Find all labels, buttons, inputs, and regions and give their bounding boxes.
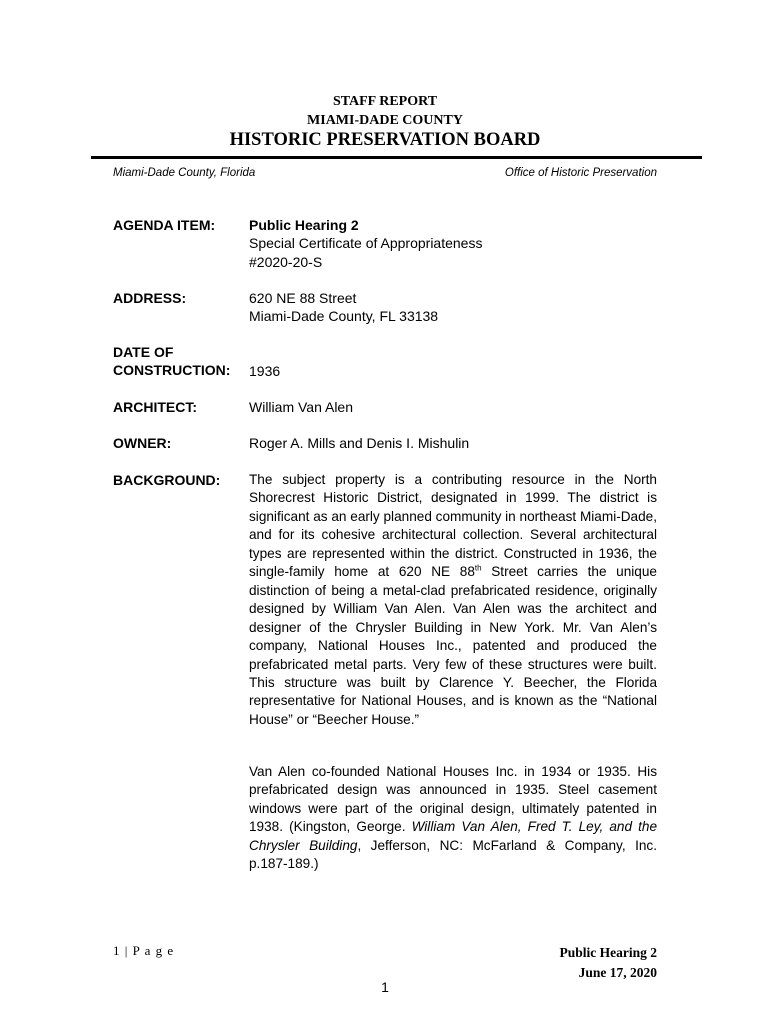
address-value: [249, 289, 659, 326]
page-number: 1: [381, 979, 389, 995]
architect-label: ARCHITECT:: [113, 399, 197, 415]
background-p2-text-continued: , Jefferson, NC: McFarland & Company, Inc. p.187-189.): [249, 837, 657, 872]
county-heading: MIAMI-DADE COUNTY: [307, 113, 463, 128]
address-street: 620 NE 88 Street: [249, 290, 357, 306]
date-label-line2: CONSTRUCTION:: [113, 362, 231, 378]
report-type-heading: STAFF REPORT: [332, 94, 438, 109]
background-p1-text-continued: Street carries the unique distinction of being a metal-clad prefabricated residence, originally designed by William Van Alen. Van Alen was the architect and designer of the Chrysler Building in New York. Mr. Van Alen’s company, National Houses Inc., patented and produced the prefabricated metal parts. Very few of these structures were built. This structure was built by Clarence Y. Beecher, the Florida representative for National Houses, and is known as the “National House” or “Beecher House.”: [249, 564, 657, 727]
owner-label: OWNER:: [113, 435, 172, 451]
agenda-item-title: Public Hearing 2: [249, 217, 359, 233]
architect-value: William Van Alen: [249, 399, 354, 415]
page-label: 1 | P a g e: [113, 943, 175, 958]
agenda-item-label: AGENDA ITEM:: [113, 217, 216, 233]
date-of-construction-label: [113, 343, 230, 379]
background-label: BACKGROUND:: [113, 472, 221, 488]
header-divider: [91, 156, 702, 159]
background-p2-text: Van Alen co-founded National Houses Inc. in 1934 or 1935. His prefabricated design was announced in 1935. Steel casement windows were part of the original design, ultimately patented in 1938. (Kingston, George.: [249, 764, 657, 835]
citation-title: William Van Alen, Fred T. Ley, and the Chrysler Building: [249, 819, 657, 853]
owner-value: Roger A. Mills and Denis I. Mishulin: [249, 435, 470, 451]
agenda-item-type: Special Certificate of Appropriateness: [249, 235, 483, 252]
ordinal-suffix: th: [474, 563, 482, 573]
address-city: Miami-Dade County, FL 33138: [249, 308, 439, 325]
background-paragraph-2: [249, 763, 657, 874]
background-p1-text: The subject property is a contributing resource in the North Shorecrest Historic District, designated in 1999. The district is significant as an early planned community in northeast Miami-Dade, and for its cohesive architectural collection. Several architectural types are represented within the district. Constructed in 1936, the single-family home at 620 NE 88: [249, 472, 658, 580]
agenda-item-value: [249, 216, 659, 271]
footer-hearing-info: [560, 943, 658, 983]
date-of-construction-value: 1936: [249, 363, 281, 379]
footer-hearing-title: Public Hearing 2: [559, 945, 657, 960]
office-subheading: Office of Historic Preservation: [504, 167, 657, 179]
agenda-item-number: #2020-20-S: [249, 253, 323, 270]
board-title: HISTORIC PRESERVATION BOARD: [229, 130, 541, 150]
date-label-line1: DATE OF: [113, 344, 174, 360]
background-paragraph-1: [249, 471, 657, 729]
address-label: ADDRESS:: [113, 290, 187, 306]
location-subheading: Miami-Dade County, Florida: [113, 167, 256, 179]
footer-hearing-date: June 17, 2020: [578, 965, 657, 980]
